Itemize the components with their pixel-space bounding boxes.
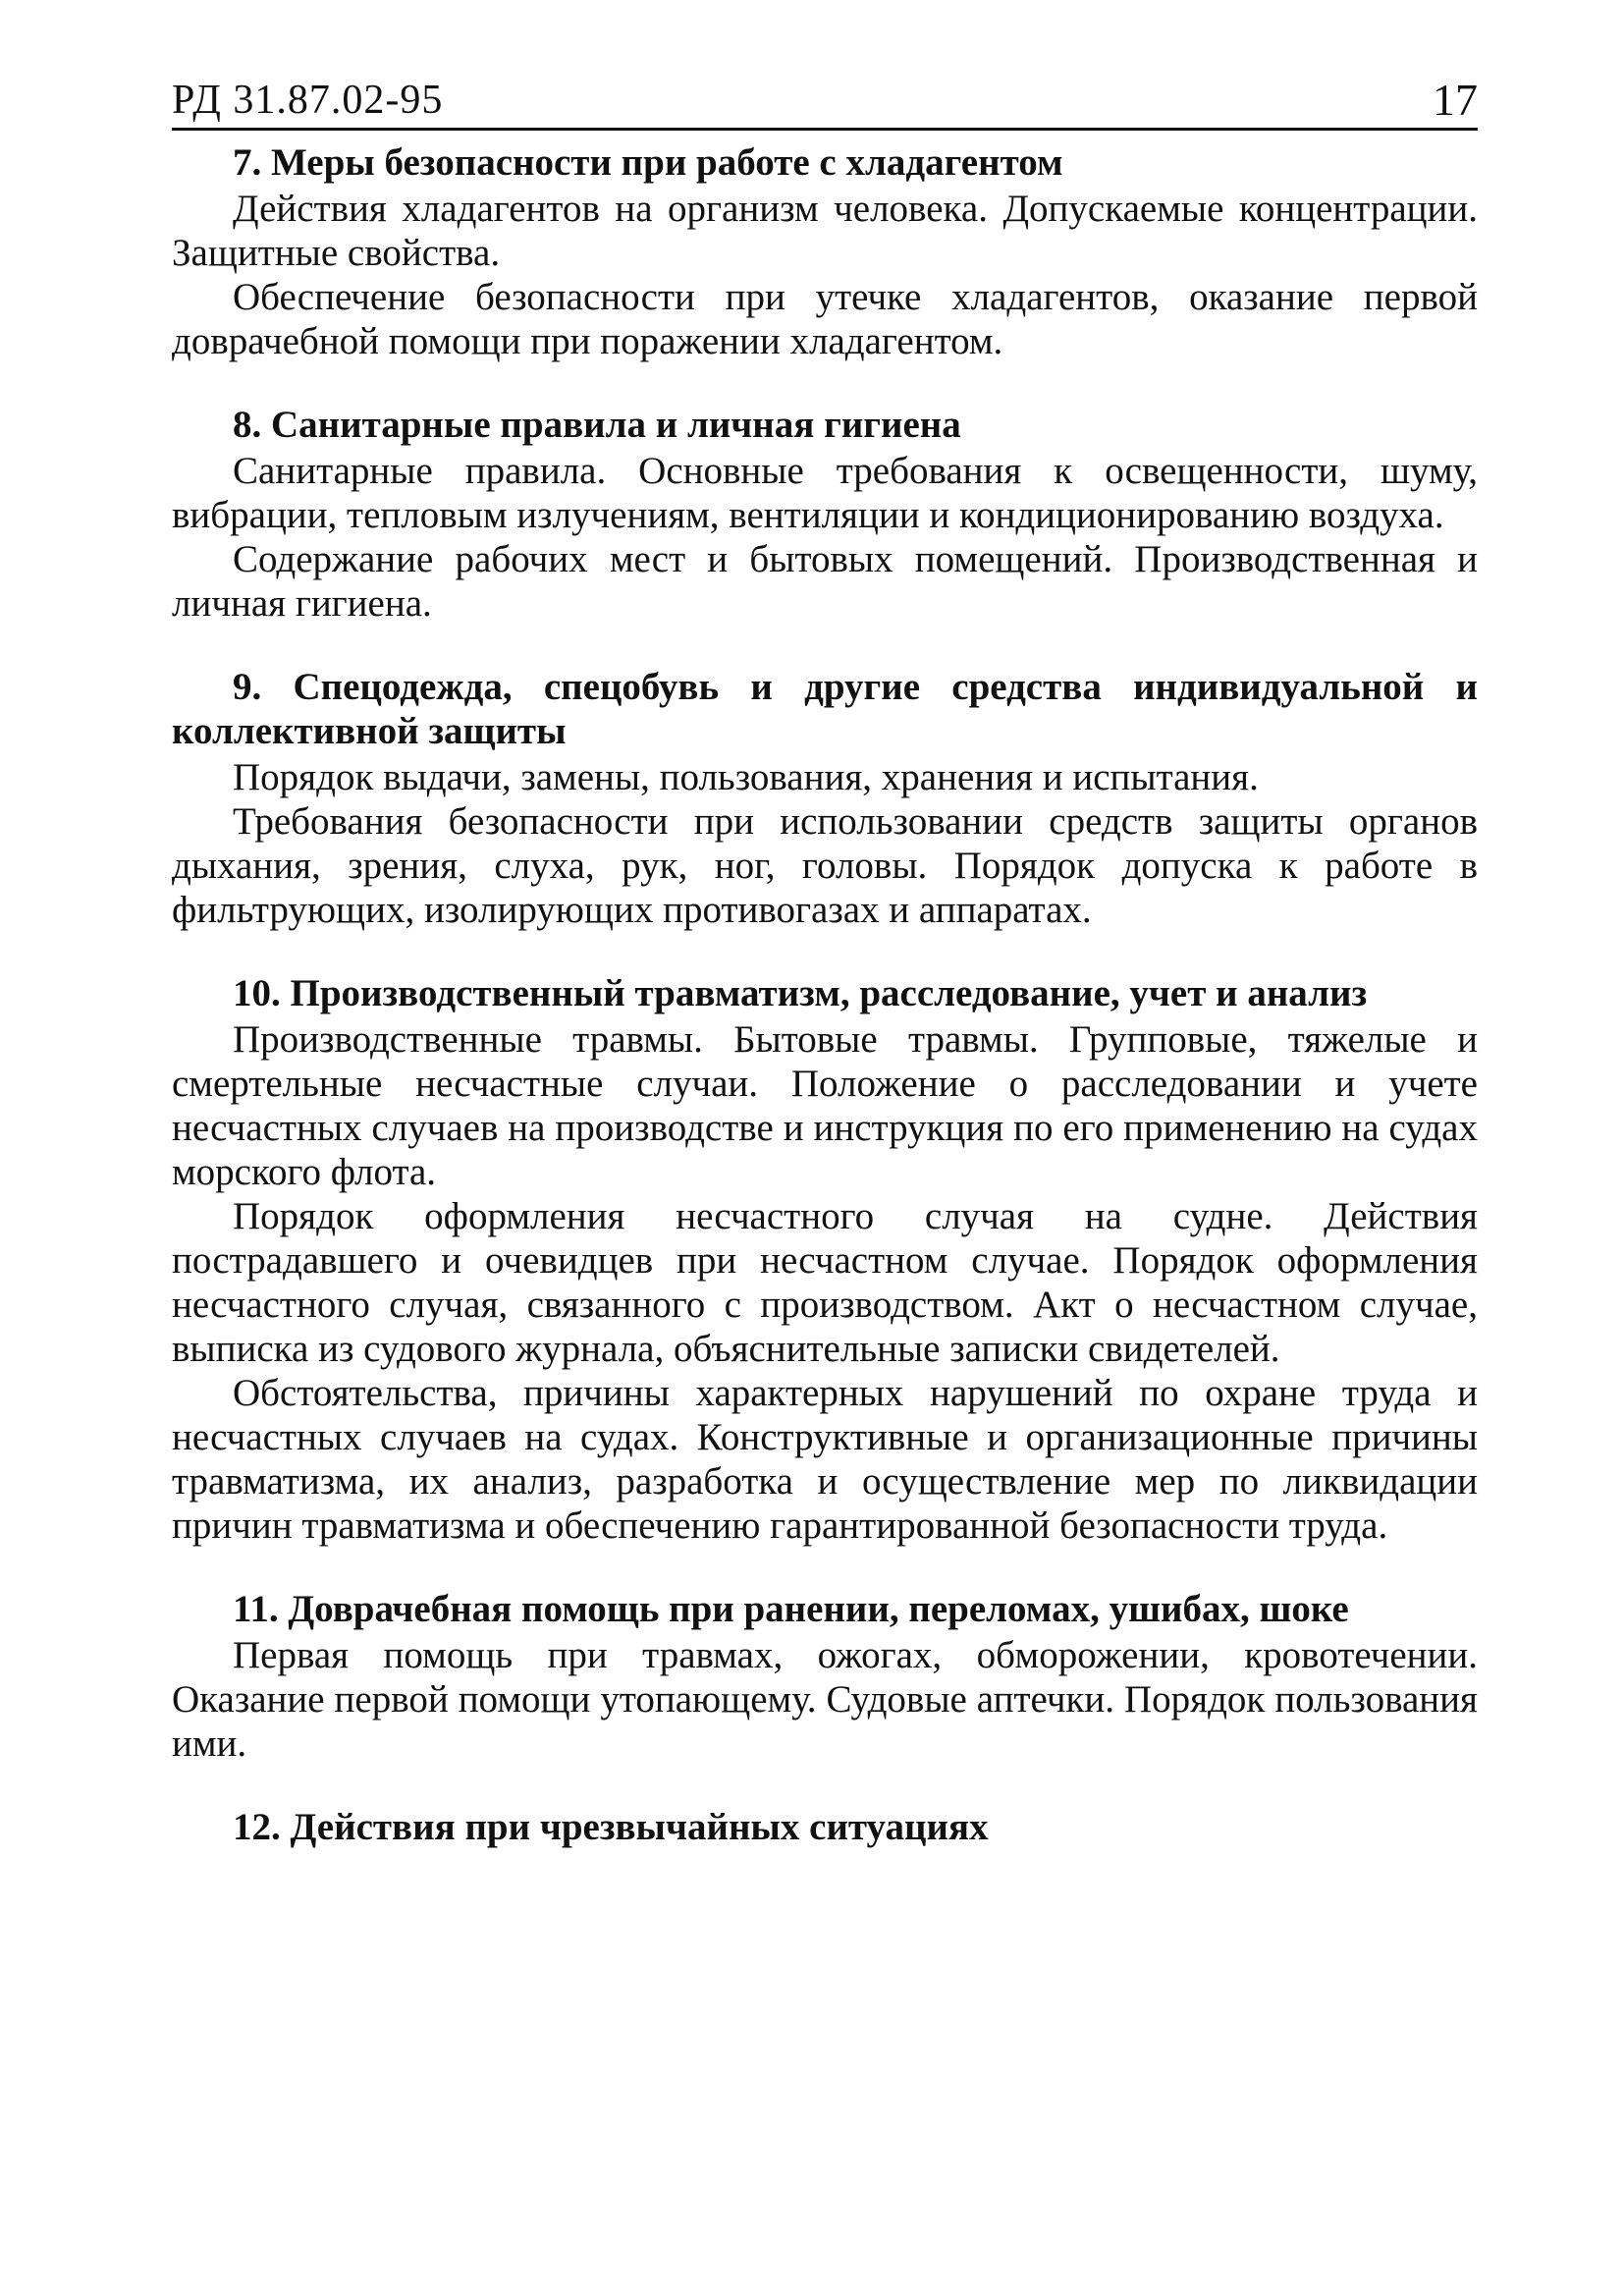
paragraph: Первая помощь при травмах, ожогах, обморожении, кровотечении. Оказание первой помощи утопающему. Судовые аптечки. Порядок пользования ими. — [172, 1634, 1478, 1765]
paragraph: Производственные травмы. Бытовые травмы. Групповые, тяжелые и смертельные несчастные случаи. Положение о расследовании и учете несчастных случаев на производстве и инструкция по его применению на судах морского флота. — [172, 1018, 1478, 1193]
section-title: 8. Санитарные правила и личная гигиена — [233, 404, 961, 446]
section-title: 10. Производственный травматизм, расследование, учет и анализ — [233, 972, 1368, 1014]
paragraph: Порядок выдачи, замены, пользования, хранения и испытания. — [233, 756, 1259, 798]
paragraph: Содержание рабочих мест и бытовых помещений. Производственная и личная гигиена. — [172, 538, 1478, 625]
section-title: 11. Доврачебная помощь при ранении, переломах, ушибах, шоке — [233, 1588, 1349, 1630]
section-title: 7. Меры безопасности при работе с хладагентом — [233, 141, 1063, 184]
paragraph: Обеспечение безопасности при утечке хладагентов, оказание первой доврачебной помощи при поражении хладагентом. — [172, 276, 1478, 362]
paragraph: Порядок оформления несчастного случая на судне. Действия пострадавшего и очевидцев при несчастном случае. Порядок оформления несчастного случая, связанного с производством. Акт о несчастном случае, выписка из судового журнала, объяснительные записки свидетелей. — [172, 1195, 1478, 1370]
page-header — [172, 69, 1478, 131]
section-title: 9. Спецодежда, спецобувь и другие средства индивидуальной и коллективной защиты — [172, 666, 1478, 752]
document-code: РД 31.87.02-95 — [172, 78, 444, 123]
document-page — [172, 69, 1478, 1888]
section-8 — [172, 403, 1478, 626]
section-title: 12. Действия при чрезвычайных ситуациях — [233, 1806, 989, 1848]
paragraph: Обстоятельства, причины характерных нарушений по охране труда и несчастных случаев на судах. Конструктивные и организационные причины травматизма, их анализ, разработка и осуществление мер по ликвидации причин травматизма и обеспечению гарантированной безопасности труда. — [172, 1372, 1478, 1547]
section-12 — [172, 1805, 1478, 1849]
page-number: 17 — [1433, 75, 1478, 125]
section-7 — [172, 140, 1478, 363]
paragraph: Действия хладагентов на организм человека. Допускаемые концентрации. Защитные свойства. — [172, 188, 1478, 274]
paragraph: Санитарные правила. Основные требования к освещенности, шуму, вибрации, тепловым излучениям, вентиляции и кондиционированию воздуха. — [172, 450, 1478, 536]
paragraph: Требования безопасности при использовании средств защиты органов дыхания, зрения, слуха, рук, ног, головы. Порядок допуска к работе в фильтрующих, изолирующих противогазах и аппаратах. — [172, 800, 1478, 931]
section-11 — [172, 1587, 1478, 1766]
section-10 — [172, 971, 1478, 1548]
section-9 — [172, 665, 1478, 932]
